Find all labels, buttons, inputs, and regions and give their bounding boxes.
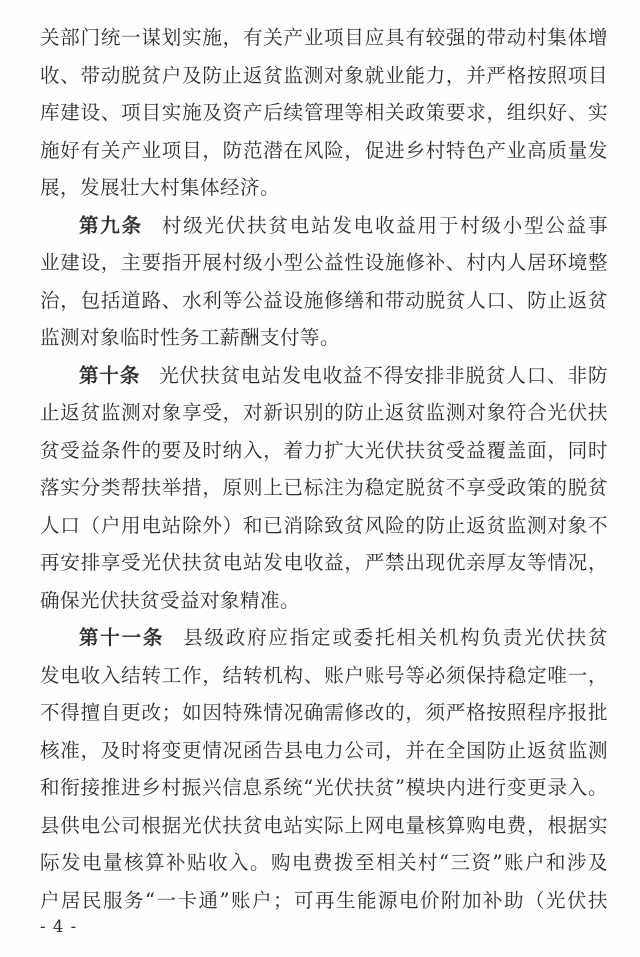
text-line: 户居民服务“一卡通”账户；可再生能源电价附加补助（光伏扶: [40, 888, 608, 912]
article-9-heading: 第九条: [79, 213, 143, 237]
text-line: 落实分类帮扶举措，原则上已标注为稳定脱贫不享受政策的脱贫: [40, 476, 608, 499]
text-line: 展，发展壮大村集体经济。: [40, 176, 281, 199]
paragraph-article-9: [40, 207, 608, 357]
text-line: 收、带动脱贫户及防止返贫监测对象就业能力，并严格按照项目: [40, 63, 608, 87]
text-line: 县供电公司根据光伏扶贫电站实际上网电量核算购电费，根据实: [40, 813, 608, 837]
text-line: 确保光伏扶贫受益对象精准。: [40, 588, 301, 612]
text-line: 贫受益条件的要及时纳入，着力扩大光伏扶贫受益覆盖面，同时: [40, 438, 608, 462]
text-line: [40, 619, 608, 657]
text-line: 库建设、项目实施及资产后续管理等相关政策要求，组织好、实: [40, 101, 608, 124]
article-9-first-text: 村级光伏扶贫电站发电收益用于村级小型公益事: [161, 213, 608, 237]
text-line: [40, 207, 608, 245]
text-line: [40, 357, 608, 395]
text-line: 关部门统一谋划实施，有关产业项目应具有较强的带动村集体增: [40, 26, 608, 49]
paragraph-article-10: [40, 357, 608, 620]
text-line: 人口（户用电站除外）和已消除致贫风险的防止返贫监测对象不: [40, 513, 608, 537]
text-line: 业建设，主要指开展村级小型公益性设施修补、村内人居环境整: [40, 251, 608, 274]
text-line: 发电收入结转工作，结转机构、账户账号等必须保持稳定唯一，: [40, 663, 608, 687]
text-line: 监测对象临时性务工薪酬支付等。: [40, 326, 341, 349]
text-line: 不得擅自更改；如因特殊情况确需修改的，须严格按照程序报批: [40, 701, 608, 724]
paragraph-article-11: [40, 619, 608, 919]
text-line: 施好有关产业项目，防范潜在风险，促进乡村特色产业高质量发: [40, 138, 608, 162]
article-11-heading: 第十一条: [79, 626, 165, 649]
page-number: - 4 -: [40, 917, 78, 936]
text-line: 际发电量核算补贴收入。购电费拨至相关村“三资”账户和涉及: [40, 851, 608, 874]
article-10-heading: 第十条: [79, 363, 141, 387]
text-line: 治，包括道路、水利等公益设施修缮和带动脱贫人口、防止返贫: [40, 288, 608, 312]
article-11-first-text: 县级政府应指定或委托相关机构负责光伏扶贫: [183, 626, 608, 649]
article-10-first-text: 光伏扶贫电站发电收益不得安排非脱贫人口、非防: [159, 363, 608, 387]
paragraph-continuation: [40, 19, 608, 207]
text-line: 和衔接推进乡村振兴信息系统“光伏扶贫”模块内进行变更录入。: [40, 776, 608, 799]
text-line: 再安排享受光伏扶贫电站发电收益，严禁出现优亲厚友等情况，: [40, 551, 608, 574]
document-body: [40, 19, 608, 919]
text-line: 止返贫监测对象享受，对新识别的防止返贫监测对象符合光伏扶: [40, 401, 608, 424]
text-line: 核准，及时将变更情况函告县电力公司，并在全国防止返贫监测: [40, 738, 608, 762]
